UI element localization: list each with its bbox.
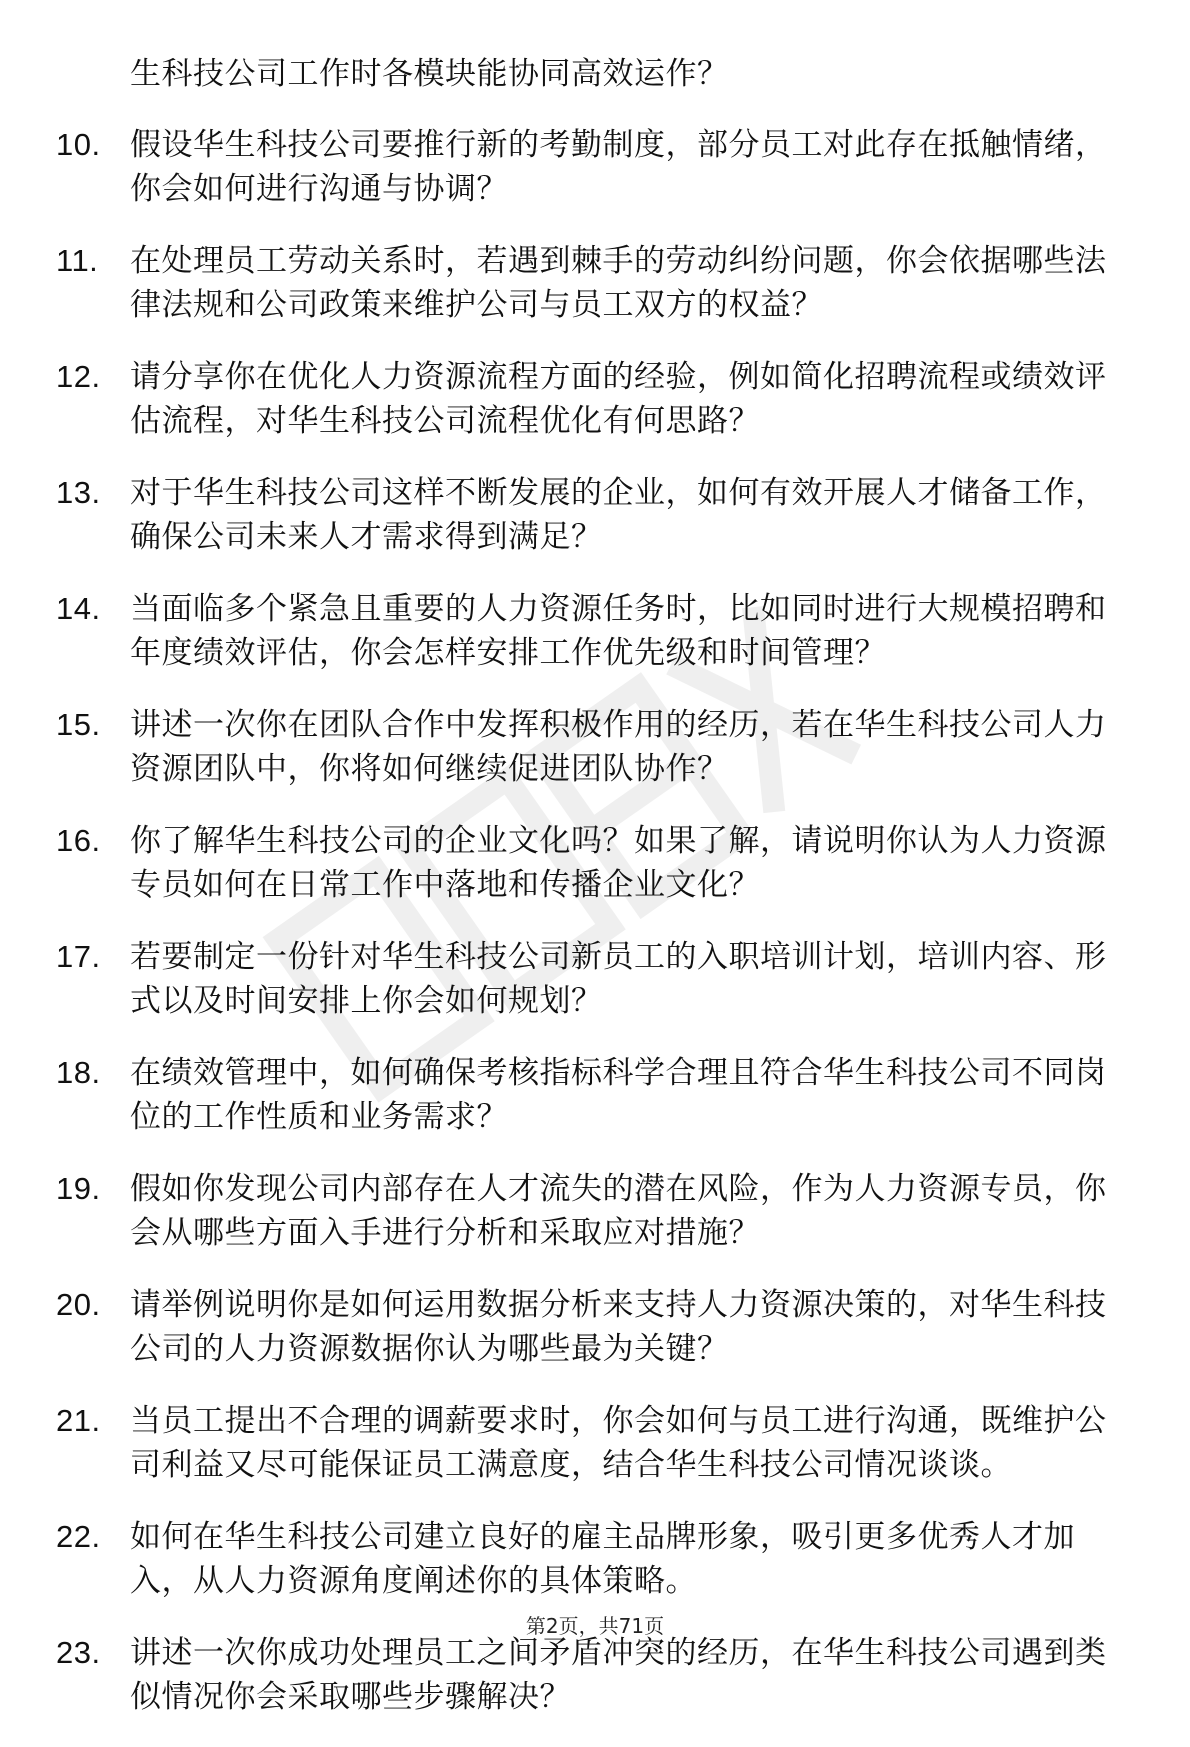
- list-item: [56, 703, 1116, 791]
- page-footer: 第2页，共71页: [525, 1614, 665, 1638]
- question-text: 讲述一次你在团队合作中发挥积极作用的经历，若在华生科技公司人力资源团队中，你将如何继续促进团队协作？: [130, 707, 1107, 787]
- list-item: [56, 1051, 1116, 1139]
- list-item: [56, 1399, 1116, 1487]
- list-item: [56, 935, 1116, 1023]
- list-item: [56, 1631, 1116, 1719]
- question-number: 23.: [56, 1635, 101, 1670]
- question-text: 若要制定一份针对华生科技公司新员工的入职培训计划，培训内容、形式以及时间安排上你会如何规划？: [130, 939, 1107, 1019]
- question-number: 14.: [56, 591, 101, 626]
- list-item: [56, 587, 1116, 675]
- list-item: [56, 355, 1116, 443]
- question-number: 17.: [56, 939, 101, 974]
- list-item: [56, 123, 1116, 211]
- question-number: 12.: [56, 359, 101, 394]
- question-number: 21.: [56, 1403, 101, 1438]
- question-text: 请分享你在优化人力资源流程方面的经验，例如简化招聘流程或绩效评估流程，对华生科技公司流程优化有何思路？: [130, 359, 1107, 439]
- question-text: 你了解华生科技公司的企业文化吗？如果了解，请说明你认为人力资源专员如何在日常工作中落地和传播企业文化？: [130, 823, 1107, 903]
- list-item: [56, 239, 1116, 327]
- question-text: 假如你发现公司内部存在人才流失的潜在风险，作为人力资源专员，你会从哪些方面入手进行分析和采取应对措施？: [130, 1171, 1107, 1251]
- question-number: 10.: [56, 127, 101, 162]
- list-item: [56, 1515, 1116, 1603]
- question-number: 19.: [56, 1171, 101, 1206]
- question-number: 13.: [56, 475, 101, 510]
- list-item: [56, 1283, 1116, 1371]
- list-item: [56, 1167, 1116, 1255]
- question-text: 当员工提出不合理的调薪要求时，你会如何与员工进行沟通，既维护公司利益又尽可能保证员工满意度，结合华生科技公司情况谈谈。: [130, 1403, 1107, 1483]
- question-text: 对于华生科技公司这样不断发展的企业，如何有效开展人才储备工作，确保公司未来人才需求得到满足？: [130, 475, 1107, 555]
- question-text: 如何在华生科技公司建立良好的雇主品牌形象，吸引更多优秀人才加入，从人力资源角度阐述你的具体策略。: [130, 1519, 1075, 1599]
- question-text: 当面临多个紧急且重要的人力资源任务时，比如同时进行大规模招聘和年度绩效评估，你会怎样安排工作优先级和时间管理？: [130, 591, 1107, 671]
- continued-question-text: 生科技公司工作时各模块能协同高效运作？: [130, 56, 729, 92]
- question-text: 在绩效管理中，如何确保考核指标科学合理且符合华生科技公司不同岗位的工作性质和业务需求？: [130, 1055, 1107, 1135]
- question-number: 16.: [56, 823, 101, 858]
- question-number: 20.: [56, 1287, 101, 1322]
- list-item: [56, 819, 1116, 907]
- question-number: 15.: [56, 707, 101, 742]
- question-content: [56, 52, 1116, 1747]
- question-list: [56, 123, 1116, 1719]
- question-text: 讲述一次你成功处理员工之间矛盾冲突的经历，在华生科技公司遇到类似情况你会采取哪些步骤解决？: [130, 1635, 1107, 1715]
- question-text: 假设华生科技公司要推行新的考勤制度，部分员工对此存在抵触情绪，你会如何进行沟通与协调？: [130, 127, 1107, 207]
- question-number: 11.: [56, 243, 99, 278]
- question-text: 请举例说明你是如何运用数据分析来支持人力资源决策的，对华生科技公司的人力资源数据你认为哪些最为关键？: [130, 1287, 1107, 1367]
- question-number: 22.: [56, 1519, 101, 1554]
- question-number: 18.: [56, 1055, 101, 1090]
- question-text: 在处理员工劳动关系时，若遇到棘手的劳动纠纷问题，你会依据哪些法律法规和公司政策来维护公司与员工双方的权益？: [130, 243, 1107, 323]
- list-item: [56, 471, 1116, 559]
